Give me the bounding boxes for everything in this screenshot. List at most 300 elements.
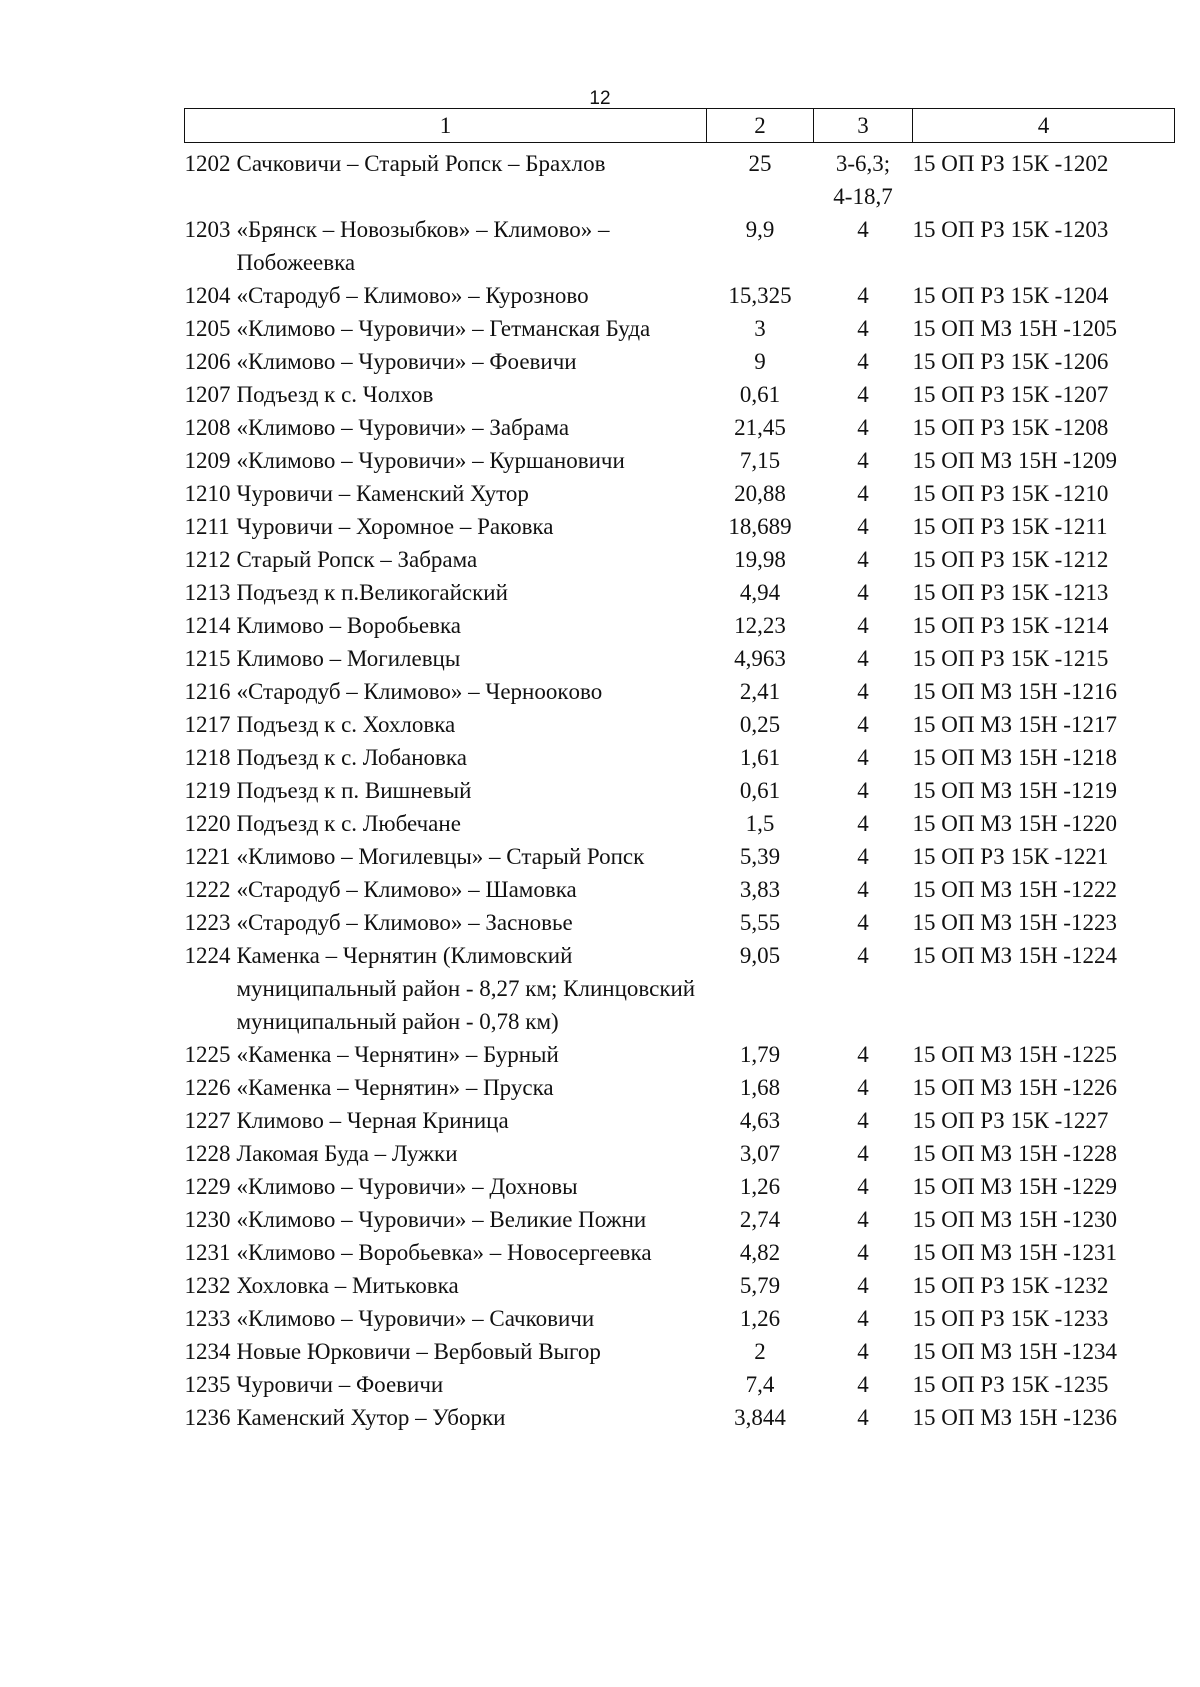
road-id [913, 741, 1175, 774]
road-id [913, 213, 1175, 279]
road-length [707, 1104, 814, 1137]
road-category [814, 1203, 913, 1236]
table-row [185, 708, 1175, 741]
road-name-text: «Климово – Могилевцы» – Старый Ропск [236, 844, 645, 869]
road-name-text: «Климово – Чуровичи» – Гетманская Буда [236, 316, 651, 341]
road-category [814, 1368, 913, 1401]
road-name [237, 807, 707, 840]
road-length-text: 5,55 [739, 910, 781, 935]
road-id [913, 1335, 1175, 1368]
road-id [913, 675, 1175, 708]
road-id-text: 15 ОП МЗ 15Н -1209 [912, 448, 1117, 473]
road-name-text: «Климово – Чуровичи» – Фоевичи [236, 349, 577, 374]
road-category [814, 1302, 913, 1335]
road-category-text: 4 [857, 382, 869, 407]
row-number-text: 1236 [184, 1405, 231, 1430]
row-number-text: 1208 [184, 415, 231, 440]
road-id-text: 15 ОП МЗ 15Н -1223 [912, 910, 1117, 935]
road-name-text: «Климово – Воробьевка» – Новосергеевка [236, 1240, 652, 1265]
road-category [814, 213, 913, 279]
row-number [185, 873, 237, 906]
road-category [814, 411, 913, 444]
road-length [707, 1401, 814, 1434]
road-name-text: Климово – Воробьевка [236, 613, 462, 638]
row-number-text: 1232 [184, 1273, 231, 1298]
road-id-text: 15 ОП РЗ 15К -1235 [912, 1372, 1109, 1397]
row-number-text: 1222 [184, 877, 231, 902]
road-length [707, 708, 814, 741]
road-id-text: 15 ОП МЗ 15Н -1222 [912, 877, 1117, 902]
page-number: 12 [589, 88, 611, 109]
table-row [185, 213, 1175, 279]
road-id [913, 1236, 1175, 1269]
road-length-text: 1,26 [739, 1306, 781, 1331]
road-name [237, 1104, 707, 1137]
road-name [237, 708, 707, 741]
row-number-text: 1227 [184, 1108, 231, 1133]
row-number-text: 1211 [184, 514, 230, 539]
road-id [913, 1401, 1175, 1434]
road-category [814, 774, 913, 807]
road-name-text: «Климово – Чуровичи» – Великие Пожни [236, 1207, 647, 1232]
road-category [814, 1269, 913, 1302]
road-name [237, 378, 707, 411]
row-number [185, 411, 237, 444]
road-category [814, 345, 913, 378]
road-name-text: Подъезд к п.Великогайский [236, 580, 508, 605]
road-length-text: 9 [754, 349, 766, 374]
road-name [237, 906, 707, 939]
row-number-text: 1204 [184, 283, 231, 308]
road-category-text: 4 [857, 1405, 869, 1430]
road-length-text: 1,26 [739, 1174, 781, 1199]
road-category-text: 4 [857, 349, 869, 374]
road-id-text: 15 ОП МЗ 15Н -1220 [912, 811, 1117, 836]
road-category [814, 1236, 913, 1269]
road-length [707, 213, 814, 279]
road-length [707, 1335, 814, 1368]
row-number [185, 1071, 237, 1104]
road-category-text: 4 [857, 481, 869, 506]
row-number-text: 1223 [184, 910, 231, 935]
road-id [913, 279, 1175, 312]
road-name-text: «Климово – Чуровичи» – Забрама [236, 415, 570, 440]
table-row [185, 279, 1175, 312]
road-length [707, 774, 814, 807]
road-name [237, 477, 707, 510]
row-number [185, 642, 237, 675]
row-number [185, 279, 237, 312]
road-category [814, 143, 913, 214]
road-name-text: Подъезд к с. Лобановка [236, 745, 467, 770]
row-number [185, 906, 237, 939]
road-category-text: 4 [857, 877, 869, 902]
table-row [185, 510, 1175, 543]
road-category [814, 1038, 913, 1071]
road-id-text: 15 ОП РЗ 15К -1202 [912, 151, 1109, 176]
road-length [707, 906, 814, 939]
row-number [185, 312, 237, 345]
road-category [814, 1104, 913, 1137]
road-id [913, 543, 1175, 576]
road-category [814, 1335, 913, 1368]
road-id [913, 1170, 1175, 1203]
road-category [814, 576, 913, 609]
road-id [913, 939, 1175, 1038]
road-name-text: «Стародуб – Климово» – Курозново [236, 283, 589, 308]
row-number-text: 1202 [184, 151, 231, 176]
road-category-text: 4 [857, 1141, 869, 1166]
row-number-text: 1229 [184, 1174, 231, 1199]
road-name-text: «Стародуб – Климово» – Засновье [236, 910, 573, 935]
road-category-text: 4 [857, 1372, 869, 1397]
road-id-text: 15 ОП МЗ 15Н -1230 [912, 1207, 1117, 1232]
road-name [237, 873, 707, 906]
road-id-text: 15 ОП МЗ 15Н -1225 [912, 1042, 1117, 1067]
road-name [237, 543, 707, 576]
row-number [185, 840, 237, 873]
row-number [185, 1368, 237, 1401]
road-id-text: 15 ОП МЗ 15Н -1234 [912, 1339, 1117, 1364]
road-category [814, 642, 913, 675]
road-id-text: 15 ОП РЗ 15К -1207 [912, 382, 1109, 407]
road-id-text: 15 ОП МЗ 15Н -1205 [912, 316, 1117, 341]
road-id [913, 609, 1175, 642]
road-category-text: 4 [857, 514, 869, 539]
road-category [814, 609, 913, 642]
road-name [237, 279, 707, 312]
road-length [707, 1368, 814, 1401]
road-name [237, 840, 707, 873]
road-id-text: 15 ОП РЗ 15К -1208 [912, 415, 1109, 440]
table-row [185, 477, 1175, 510]
table-row [185, 1269, 1175, 1302]
road-length-text: 7,4 [745, 1372, 775, 1397]
road-category-text: 4 [857, 547, 869, 572]
road-length [707, 840, 814, 873]
road-length [707, 741, 814, 774]
column-header-3: 3 [814, 109, 913, 143]
row-number [185, 213, 237, 279]
road-category-text: 4 [857, 712, 869, 737]
road-id-text: 15 ОП МЗ 15Н -1224 [912, 943, 1117, 968]
road-length-text: 2,41 [739, 679, 781, 704]
road-category [814, 312, 913, 345]
row-number [185, 708, 237, 741]
row-number-text: 1235 [184, 1372, 231, 1397]
row-number [185, 1170, 237, 1203]
column-header-2: 2 [707, 109, 814, 143]
road-name-text: Подъезд к с. Чолхов [236, 382, 434, 407]
road-id-text: 15 ОП РЗ 15К -1227 [912, 1108, 1109, 1133]
road-name [237, 1137, 707, 1170]
road-name [237, 312, 707, 345]
road-id-text: 15 ОП РЗ 15К -1214 [912, 613, 1109, 638]
road-length-text: 0,61 [739, 778, 781, 803]
road-name [237, 741, 707, 774]
road-id-text: 15 ОП РЗ 15К -1233 [912, 1306, 1109, 1331]
table-row [185, 939, 1175, 1038]
road-length-text: 1,61 [739, 745, 781, 770]
road-id [913, 708, 1175, 741]
road-length-text: 0,61 [739, 382, 781, 407]
road-name [237, 774, 707, 807]
road-category-text: 4 [857, 1306, 869, 1331]
road-category [814, 741, 913, 774]
road-length-text: 2 [754, 1339, 766, 1364]
road-length [707, 939, 814, 1038]
road-name-text: Подъезд к с. Хохловка [236, 712, 456, 737]
road-length [707, 642, 814, 675]
road-id [913, 378, 1175, 411]
road-id-text: 15 ОП МЗ 15Н -1236 [912, 1405, 1117, 1430]
road-name [237, 1236, 707, 1269]
road-category [814, 279, 913, 312]
road-category-text: 4 [857, 283, 869, 308]
road-length [707, 1236, 814, 1269]
table-row [185, 1038, 1175, 1071]
road-id [913, 840, 1175, 873]
road-id-text: 15 ОП РЗ 15К -1221 [912, 844, 1109, 869]
road-id [913, 1071, 1175, 1104]
road-id [913, 444, 1175, 477]
row-number-text: 1217 [184, 712, 231, 737]
road-length-text: 1,5 [745, 811, 775, 836]
row-number [185, 774, 237, 807]
road-category [814, 906, 913, 939]
road-category-text: 4 [857, 910, 869, 935]
road-length [707, 143, 814, 214]
road-name [237, 1038, 707, 1071]
row-number-text: 1218 [184, 745, 231, 770]
table-row [185, 378, 1175, 411]
table-row [185, 576, 1175, 609]
road-category-text: 4 [857, 316, 869, 341]
column-header-4: 4 [913, 109, 1175, 143]
table-row [185, 906, 1175, 939]
table-row [185, 774, 1175, 807]
column-header-1: 1 [185, 109, 707, 143]
road-length [707, 444, 814, 477]
road-id-text: 15 ОП РЗ 15К -1204 [912, 283, 1109, 308]
row-number-text: 1210 [184, 481, 231, 506]
road-length [707, 510, 814, 543]
road-length-text: 9,9 [745, 217, 775, 242]
road-name-text: Чуровичи – Хоромное – Раковка [236, 514, 554, 539]
row-number [185, 807, 237, 840]
road-category-text: 4 [857, 580, 869, 605]
road-category-text: 4 [857, 1075, 869, 1100]
row-number-text: 1220 [184, 811, 231, 836]
road-length [707, 1170, 814, 1203]
road-name [237, 1170, 707, 1203]
row-number [185, 1236, 237, 1269]
table-row [185, 675, 1175, 708]
road-length-text: 3,83 [739, 877, 781, 902]
road-length-text: 7,15 [739, 448, 781, 473]
road-name [237, 143, 707, 214]
road-name-text: Хохловка – Митьковка [236, 1273, 459, 1298]
row-number [185, 378, 237, 411]
row-number [185, 1203, 237, 1236]
road-id [913, 1368, 1175, 1401]
row-number-text: 1206 [184, 349, 231, 374]
row-number [185, 477, 237, 510]
road-length-text: 4,63 [739, 1108, 781, 1133]
road-id-text: 15 ОП РЗ 15К -1203 [912, 217, 1109, 242]
row-number-text: 1216 [184, 679, 231, 704]
row-number [185, 543, 237, 576]
row-number-text: 1228 [184, 1141, 231, 1166]
road-length [707, 1137, 814, 1170]
row-number-text: 1219 [184, 778, 231, 803]
road-id-text: 15 ОП РЗ 15К -1215 [912, 646, 1109, 671]
row-number [185, 741, 237, 774]
road-length [707, 1038, 814, 1071]
table-row [185, 1071, 1175, 1104]
road-id-text: 15 ОП МЗ 15Н -1216 [912, 679, 1117, 704]
road-name-text: «Каменка – Чернятин» – Пруска [236, 1075, 554, 1100]
road-name-text: Климово – Черная Криница [236, 1108, 509, 1133]
road-category [814, 675, 913, 708]
road-category [814, 708, 913, 741]
road-name-text: Чуровичи – Фоевичи [236, 1372, 444, 1397]
road-name-text: Старый Ропск – Забрама [236, 547, 478, 572]
road-id [913, 477, 1175, 510]
road-name-text: «Климово – Чуровичи» – Сачковичи [236, 1306, 595, 1331]
road-id [913, 345, 1175, 378]
road-length [707, 873, 814, 906]
road-id [913, 873, 1175, 906]
road-id [913, 143, 1175, 214]
table-row [185, 873, 1175, 906]
road-length [707, 279, 814, 312]
road-id-text: 15 ОП РЗ 15К -1232 [912, 1273, 1109, 1298]
road-id-text: 15 ОП МЗ 15Н -1226 [912, 1075, 1117, 1100]
road-category-text: 4 [857, 679, 869, 704]
road-length [707, 411, 814, 444]
road-category-text: 4 [857, 613, 869, 638]
road-length [707, 609, 814, 642]
table-row [185, 642, 1175, 675]
road-id [913, 906, 1175, 939]
road-category-text: 4 [857, 1240, 869, 1265]
row-number-text: 1234 [184, 1339, 231, 1364]
road-length-text: 0,25 [739, 712, 781, 737]
road-length [707, 675, 814, 708]
table-row [185, 1236, 1175, 1269]
road-length-text: 5,39 [739, 844, 781, 869]
table-row [185, 1302, 1175, 1335]
row-number [185, 576, 237, 609]
road-category [814, 1401, 913, 1434]
road-name-text: «Стародуб – Климово» – Шамовка [236, 877, 577, 902]
table-row [185, 1401, 1175, 1434]
road-id-text: 15 ОП РЗ 15К -1211 [912, 514, 1108, 539]
road-length-text: 4,94 [739, 580, 781, 605]
road-id-text: 15 ОП МЗ 15Н -1219 [912, 778, 1117, 803]
table-row [185, 609, 1175, 642]
road-id [913, 510, 1175, 543]
road-length-text: 15,325 [728, 283, 792, 308]
table-row [185, 345, 1175, 378]
road-name-text: «Климово – Чуровичи» – Дохновы [236, 1174, 578, 1199]
table-row [185, 143, 1175, 214]
table-row [185, 1137, 1175, 1170]
road-name-text: Лакомая Буда – Лужки [236, 1141, 458, 1166]
row-number [185, 510, 237, 543]
road-length [707, 576, 814, 609]
road-length [707, 378, 814, 411]
road-length [707, 807, 814, 840]
road-name [237, 510, 707, 543]
road-category-text: 4 [857, 943, 869, 968]
road-name [237, 642, 707, 675]
road-length-text: 3,07 [739, 1141, 781, 1166]
road-name [237, 444, 707, 477]
road-category [814, 1137, 913, 1170]
road-length [707, 1269, 814, 1302]
road-category-text: 4 [857, 217, 869, 242]
row-number-text: 1214 [184, 613, 231, 638]
row-number [185, 444, 237, 477]
table-row [185, 1368, 1175, 1401]
road-name-text: Каменка – Чернятин (Климовский муниципальный район - 8,27 км; Клинцовский муниципальный район - 0,78 км) [236, 943, 696, 1034]
road-length-text: 5,79 [739, 1273, 781, 1298]
road-id [913, 1137, 1175, 1170]
road-name-text: «Климово – Чуровичи» – Куршановичи [236, 448, 625, 473]
road-category [814, 444, 913, 477]
road-name-text: Новые Юрковичи – Вербовый Выгор [236, 1339, 601, 1364]
road-name [237, 411, 707, 444]
row-number [185, 1104, 237, 1137]
table-row [185, 1335, 1175, 1368]
road-name [237, 1269, 707, 1302]
road-name-text: Каменский Хутор – Уборки [236, 1405, 506, 1430]
road-length-text: 21,45 [734, 415, 786, 440]
road-id [913, 1302, 1175, 1335]
row-number-text: 1207 [184, 382, 231, 407]
road-length [707, 1203, 814, 1236]
row-number [185, 675, 237, 708]
road-length-text: 4,963 [734, 646, 786, 671]
road-name-text: «Стародуб – Климово» – Черноокoво [236, 679, 603, 704]
road-name [237, 345, 707, 378]
road-name-text: «Каменка – Чернятин» – Бурный [236, 1042, 559, 1067]
table-row [185, 1104, 1175, 1137]
road-length [707, 1302, 814, 1335]
road-category [814, 510, 913, 543]
road-category [814, 543, 913, 576]
row-number-text: 1213 [184, 580, 231, 605]
road-id-text: 15 ОП МЗ 15Н -1218 [912, 745, 1117, 770]
row-number-text: 1224 [184, 943, 231, 968]
road-length [707, 1071, 814, 1104]
road-category [814, 1071, 913, 1104]
table-row [185, 1170, 1175, 1203]
road-category-text: 3-6,3; 4-18,7 [833, 151, 893, 209]
road-category-text: 4 [857, 415, 869, 440]
road-id-text: 15 ОП РЗ 15К -1212 [912, 547, 1109, 572]
row-number-text: 1226 [184, 1075, 231, 1100]
roads-table [184, 108, 1175, 1434]
road-id-text: 15 ОП МЗ 15Н -1229 [912, 1174, 1117, 1199]
row-number-text: 1205 [184, 316, 231, 341]
road-name [237, 213, 707, 279]
road-id [913, 1203, 1175, 1236]
row-number-text: 1209 [184, 448, 231, 473]
table-row [185, 411, 1175, 444]
